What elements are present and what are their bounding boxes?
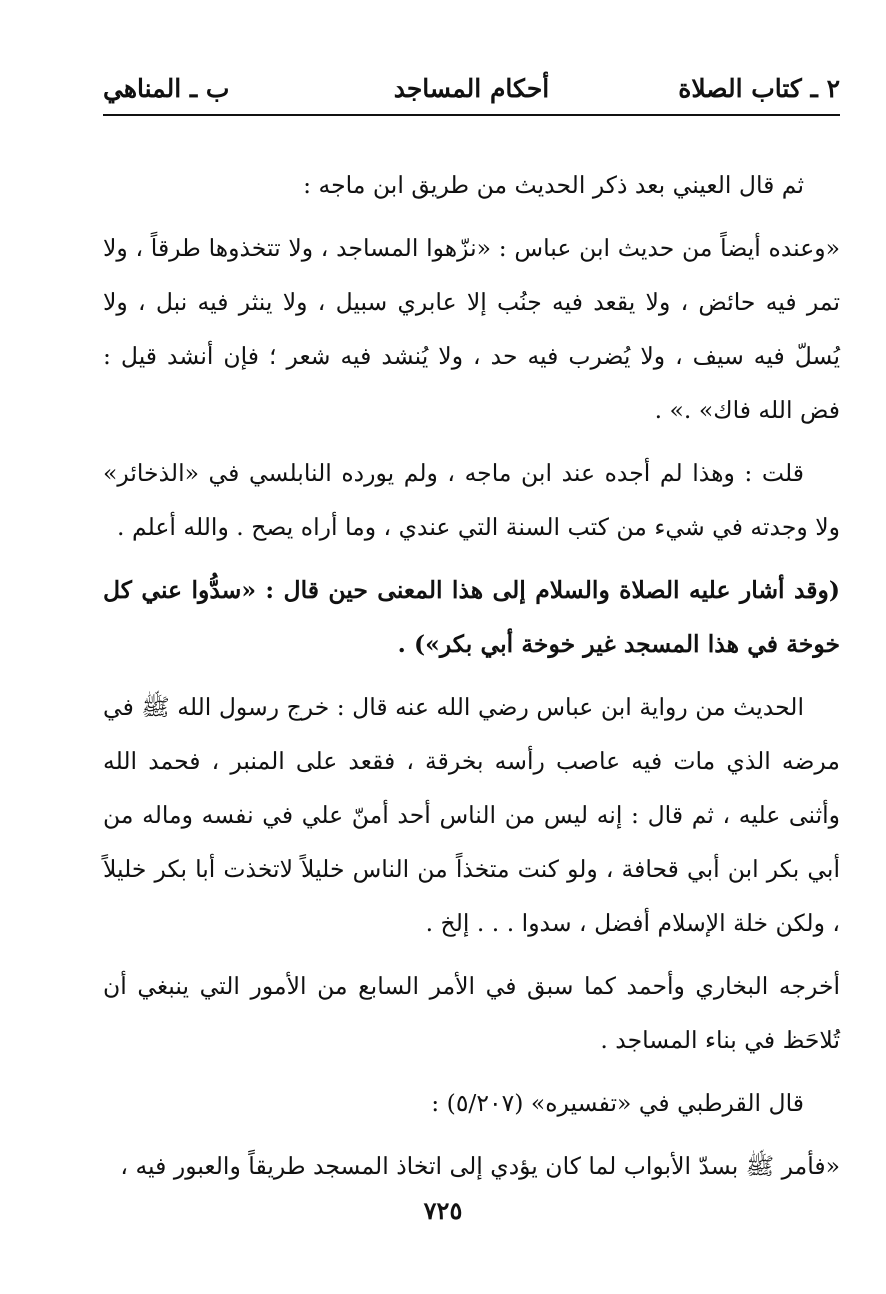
page-body	[103, 158, 840, 1202]
header-section: ب ـ المناهي	[103, 74, 230, 103]
paragraph-comment: قلت : وهذا لم أجده عند ابن ماجه ، ولم يورده النابلسي في «الذخائر» ولا وجدته في شيء من كتب السنة التي عندي ، وما أراه يصح . والله أعلم .	[103, 459, 840, 541]
paragraph-hadith: الحديث من رواية ابن عباس رضي الله عنه قال : خرج رسول الله ﷺ في مرضه الذي مات فيه عاصب رأسه بخرقة ، فقعد على المنبر ، فحمد الله وأثنى عليه ، ثم قال : إنه ليس من الناس أحد أمنّ علي في نفسه وماله من أبي بكر ابن أبي قحافة ، ولو كنت متخذاً من الناس خليلاً لاتخذت أبا بكر خليلاً ، ولكن خلة الإسلام أفضل ، سدوا . . . إلخ .	[103, 693, 840, 937]
header-title: أحكام المساجد	[393, 74, 550, 103]
paragraph-quote-ibn-abbas: «وعنده أيضاً من حديث ابن عباس : «نزّهوا المساجد ، ولا تتخذوها طرقاً ، ولا تمر فيه حائض ، ولا يقعد فيه جنُب إلا عابري سبيل ، ولا ينثر فيه نبل ، ولا يُسلّ فيه سيف ، ولا يُضرب فيه حد ، ولا يُنشد فيه شعر ؛ فإن أنشد قيل : فض الله فاك» .» .	[103, 234, 840, 424]
paragraph-main-text: (وقد أشار عليه الصلاة والسلام إلى هذا المعنى حين قال : «سدُّوا عني كل خوخة في هذا المسجد غير خوخة أبي بكر») .	[103, 576, 840, 658]
paragraph-intro: ثم قال العيني بعد ذكر الحديث من طريق ابن ماجه :	[303, 171, 804, 199]
paragraph-qurtubi-intro: قال القرطبي في «تفسيره» (٥/٢٠٧) :	[431, 1089, 804, 1117]
paragraph-takhrij: أخرجه البخاري وأحمد كما سبق في الأمر السابع من الأمور التي ينبغي أن تُلاحَظ في بناء المساجد .	[103, 972, 840, 1054]
page-number: ٧٢٥	[423, 1196, 463, 1225]
running-header	[103, 70, 840, 116]
paragraph-qurtubi-quote: «فأمر ﷺ بسدّ الأبواب لما كان يؤدي إلى اتخاذ المسجد طريقاً والعبور فيه ،	[120, 1152, 840, 1180]
header-chapter: ٢ ـ كتاب الصلاة	[678, 74, 840, 103]
